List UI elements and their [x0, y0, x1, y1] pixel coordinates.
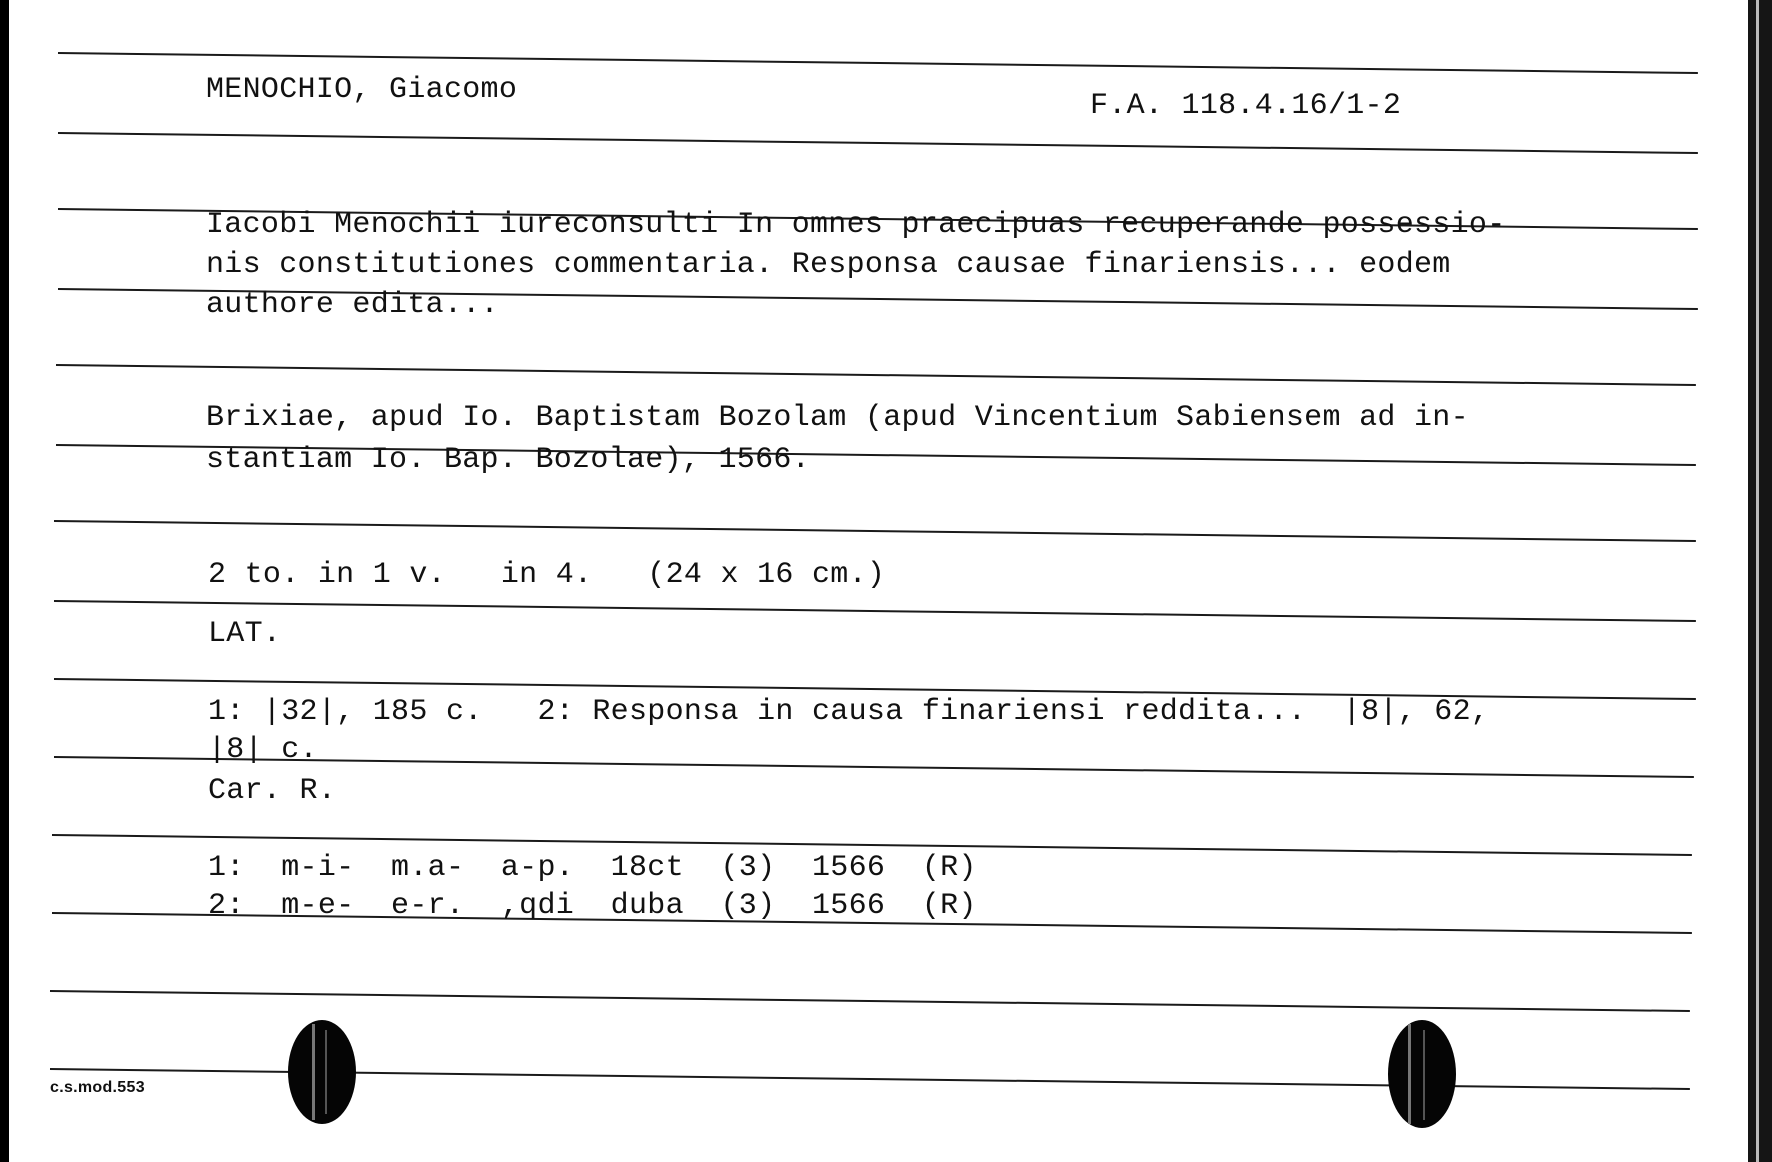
title-line: authore edita... [206, 288, 499, 322]
ruled-line [54, 520, 1696, 542]
language: LAT. [208, 617, 282, 651]
title-line: Iacobi Menochii iureconsulti In omnes praecipuas recuperande possessio- [206, 208, 1506, 242]
form-code: c.s.mod.553 [50, 1079, 145, 1096]
card-right-edge-gap [1756, 0, 1759, 1162]
imprint-line: stantiam Io. Bap. Bozolae), 1566. [206, 443, 810, 477]
punch-hole-left [278, 1010, 368, 1130]
ruled-line [56, 364, 1696, 386]
imprint-line: Brixiae, apud Io. Baptistam Bozolam (apud Vincentium Sabiensem ad in- [206, 401, 1469, 435]
shelfmark: F.A. 118.4.16/1-2 [1090, 89, 1402, 123]
physical-description: 2 to. in 1 v. in 4. (24 x 16 cm.) [208, 558, 886, 592]
card-right-edge [1748, 0, 1772, 1162]
ruled-line [58, 132, 1698, 154]
collation-line: 1: |32|, 185 c. 2: Responsa in causa finariensi reddita... |8|, 62, [208, 695, 1490, 729]
collation-line: |8| c. [208, 733, 318, 767]
fingerprint-line: 1: m-i- m.a- a-p. 18ct (3) 1566 (R) [208, 851, 977, 885]
punch-hole-right [1378, 1010, 1468, 1140]
ruled-line [54, 600, 1696, 622]
title-line: nis constitutiones commentaria. Responsa causae finariensis... eodem [206, 248, 1451, 282]
card-left-edge [0, 0, 9, 1162]
type-designation: Car. R. [208, 774, 337, 808]
author-heading: MENOCHIO, Giacomo [206, 73, 518, 107]
ruled-line [50, 990, 1690, 1012]
fingerprint-line: 2: m-e- e-r. ,qdi duba (3) 1566 (R) [208, 889, 977, 923]
